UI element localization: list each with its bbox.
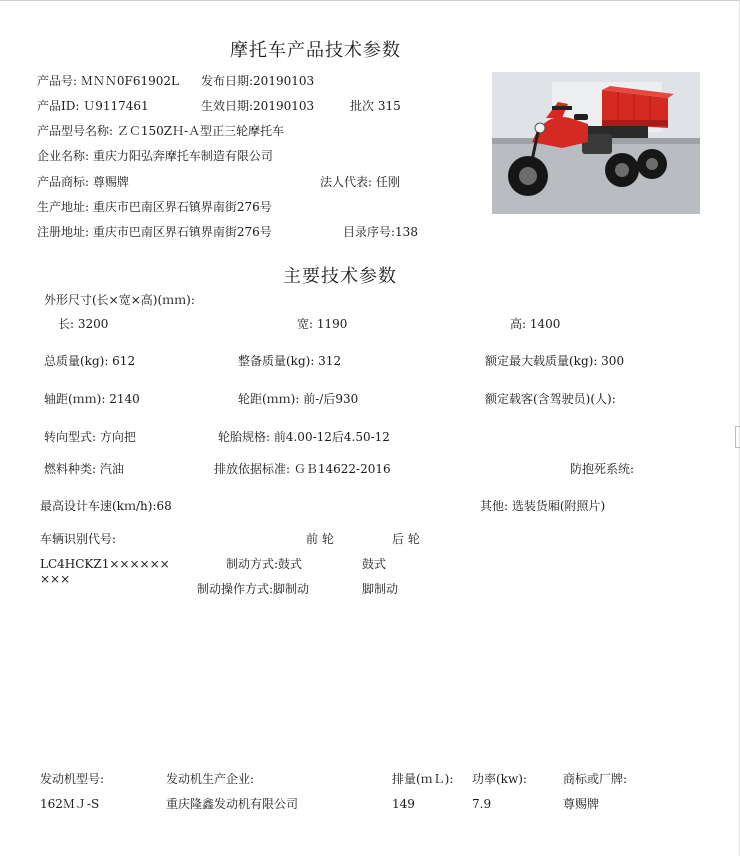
engine-model-value: 162ＭＪ-S: [40, 797, 100, 811]
other-notes: 其他: 选装货厢(附照片): [480, 499, 606, 513]
batch-number: 批次 315: [350, 99, 401, 113]
rated-passengers: 额定载客(含驾驶员)(人):: [485, 392, 616, 406]
product-id: 产品ID: Ｕ9117461: [37, 99, 149, 113]
max-load-mass: 额定最大载质量(kg): 300: [485, 354, 625, 368]
front-wheel-header: 前 轮: [306, 532, 334, 546]
length-value: 长: 3200: [58, 317, 109, 331]
engine-maker-value: 重庆隆鑫发动机有限公司: [166, 797, 299, 811]
release-date: 发布日期:20190103: [201, 74, 315, 88]
width-value: 宽: 1190: [297, 317, 348, 331]
model-name: 产品型号名称: ＺＣ150ZＨ-Ａ型正三轮摩托车: [37, 124, 285, 138]
power-label: 功率(kw):: [472, 772, 527, 786]
engine-brand-value: 尊赐牌: [563, 797, 600, 811]
brake-type-front: 制动方式:鼓式: [226, 557, 303, 571]
power-value: 7.9: [472, 797, 492, 811]
vin-value-line2: ×××: [40, 572, 71, 586]
brand-name: 产品商标: 尊赐牌: [37, 175, 129, 189]
engine-maker-label: 发动机生产企业:: [166, 772, 255, 786]
effective-date: 生效日期:20190103: [201, 99, 315, 113]
steering-type: 转向型式: 方向把: [44, 430, 136, 444]
brake-type-rear: 鼓式: [362, 557, 387, 571]
tricycle-photo: [492, 72, 700, 214]
engine-brand-label: 商标或厂牌:: [563, 772, 628, 786]
brake-operation-rear: 脚制动: [362, 582, 399, 596]
displacement-label: 排量(ｍＬ):: [392, 772, 454, 786]
dimensions-label: 外形尺寸(长×宽×高)(ｍｍ):: [44, 293, 195, 307]
document-title: 摩托车产品技术参数: [230, 40, 401, 61]
registered-address: 注册地址: 重庆市巴南区界石镇界南街276号: [37, 225, 272, 239]
legal-representative: 法人代表: 任刚: [320, 175, 400, 189]
scrollbar-handle[interactable]: [735, 426, 740, 448]
fuel-type: 燃料种类: 汽油: [44, 462, 124, 476]
emission-standard: 排放依据标准: ＧＢ14622-2016: [214, 462, 391, 476]
window-top-border: [0, 0, 740, 1]
brake-operation-front: 制动操作方式:脚制动: [197, 582, 310, 596]
product-number: 产品号: ＭＮＮ0F61902L: [37, 74, 179, 88]
height-value: 高: 1400: [510, 317, 561, 331]
tire-spec: 轮胎规格: 前4.00-12后4.50-12: [218, 430, 390, 444]
engine-model-label: 发动机型号:: [40, 772, 105, 786]
rear-wheel-header: 后 轮: [392, 532, 420, 546]
vin-label: 车辆识别代号:: [40, 532, 117, 546]
displacement-value: 149: [392, 797, 415, 811]
max-speed: 最高设计车速(kｍ/h):68: [40, 499, 172, 513]
company-name: 企业名称: 重庆力阳弘奔摩托车制造有限公司: [37, 149, 273, 163]
total-mass: 总质量(kg): 612: [44, 354, 136, 368]
production-address: 生产地址: 重庆市巴南区界石镇界南街276号: [37, 200, 272, 214]
catalog-number: 目录序号:138: [343, 225, 418, 239]
vin-value-line1: LC4HCKZ1××××××: [40, 557, 170, 571]
wheelbase: 轴距(ｍｍ): 2140: [44, 392, 140, 406]
track-width: 轮距(ｍｍ): 前-/后930: [238, 392, 359, 406]
section-title: 主要技术参数: [283, 266, 397, 287]
curb-mass: 整备质量(kg): 312: [238, 354, 342, 368]
abs-system: 防抱死系统:: [570, 462, 635, 476]
